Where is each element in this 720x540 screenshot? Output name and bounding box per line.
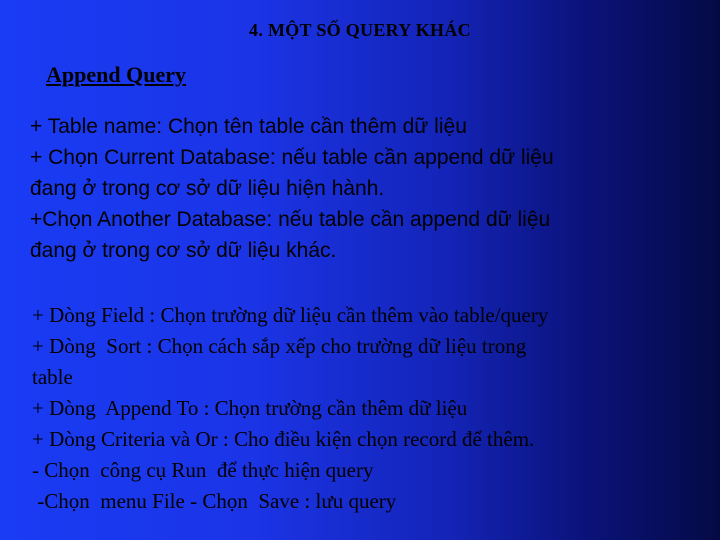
text-line: - Chọn công cụ Run để thực hiện query (32, 458, 374, 482)
text-line: -Chọn menu File - Chọn Save : lưu query (32, 489, 397, 513)
text-line: table (32, 365, 73, 389)
text-line: + Dòng Criteria và Or : Cho điều kiện chọn record để thêm. (32, 427, 535, 451)
text-line: + Dòng Sort : Chọn cách sắp xếp cho trường dữ liệu trong (32, 334, 527, 358)
section-heading: Append Query (46, 62, 186, 87)
text-line: đang ở trong cơ sở dữ liệu hiện hành. (30, 177, 385, 200)
text-line: đang ở trong cơ sở dữ liệu khác. (30, 239, 337, 262)
text-line: + Dòng Append To : Chọn trường cần thêm dữ liệu (32, 396, 468, 420)
query-grid-instructions (32, 300, 712, 517)
database-options-text (30, 111, 710, 266)
slide-title: 4. MỘT SỐ QUERY KHÁC (249, 20, 471, 40)
text-line: +Chọn Another Database: nếu table cần append dữ liệu (30, 208, 551, 231)
text-line: + Dòng Field : Chọn trường dữ liệu cần thêm vào table/query (32, 303, 549, 327)
text-line: + Table name: Chọn tên table cần thêm dữ liệu (30, 115, 467, 138)
text-line: + Chọn Current Database: nếu table cần append dữ liệu (30, 146, 554, 169)
